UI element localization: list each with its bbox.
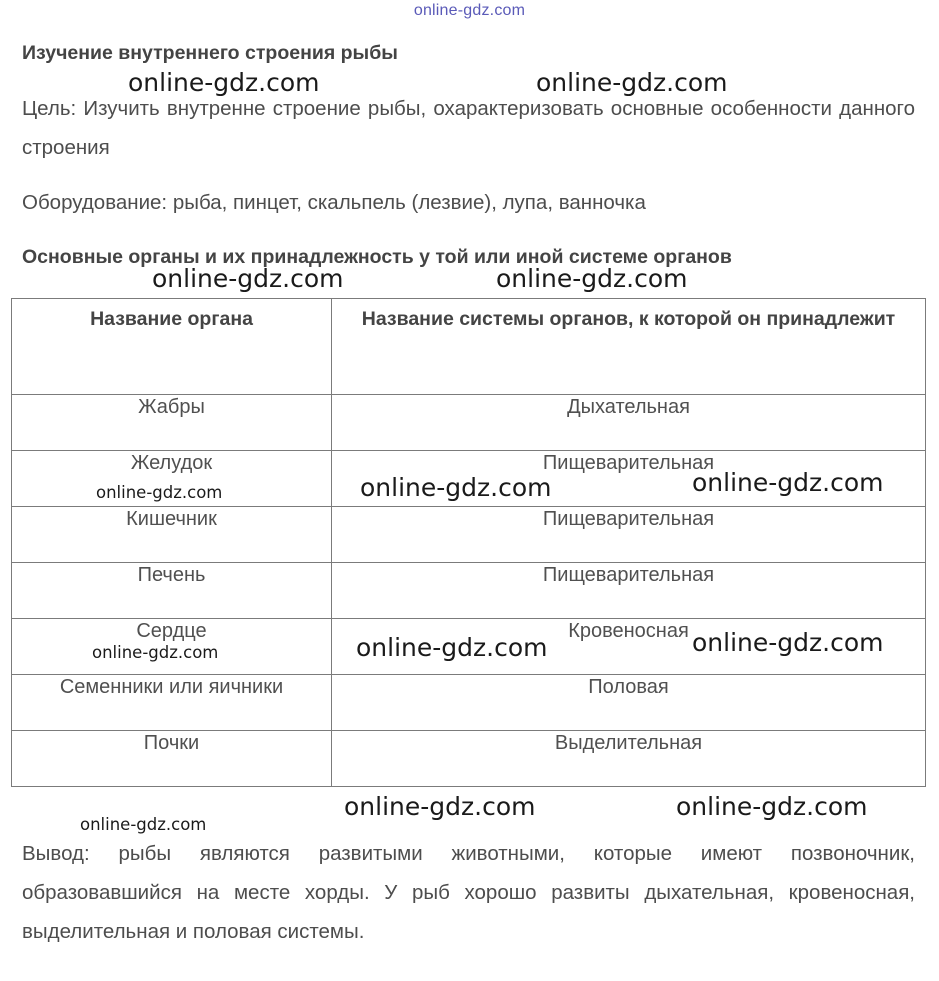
organ-cell: Семенники или яичники <box>12 675 332 731</box>
system-cell: Кровеносная <box>332 619 926 675</box>
organ-cell: Печень <box>12 563 332 619</box>
conclusion-paragraph: Вывод: рыбы являются развитыми животными, которые имеют позвоночник, образовавшийся на месте хорды. У рыб хорошо развиты дыхательная, кровеносная, выделительная и половая системы. <box>22 842 915 943</box>
watermark: online-gdz.com <box>128 68 320 97</box>
watermark: online-gdz.com <box>344 792 536 821</box>
organ-cell: Жабры <box>12 395 332 451</box>
table-row <box>12 395 926 451</box>
watermark: online-gdz.com <box>360 473 552 502</box>
table-row <box>12 675 926 731</box>
table-heading: Основные органы и их принадлежность у той или иной системе органов <box>22 246 732 268</box>
organ-cell: Сердце <box>12 619 332 675</box>
table-row <box>12 731 926 787</box>
equipment-paragraph: Оборудование: рыба, пинцет, скальпель (лезвие), лупа, ванночка <box>22 191 646 214</box>
organs-table <box>11 298 926 787</box>
system-cell: Пищеварительная <box>332 563 926 619</box>
system-cell: Пищеварительная <box>332 507 926 563</box>
column-header-organ: Название органа <box>12 299 332 395</box>
system-cell: Половая <box>332 675 926 731</box>
table-row <box>12 563 926 619</box>
watermark: online-gdz.com <box>80 815 207 834</box>
organ-cell: Желудок <box>12 451 332 507</box>
page-title: Изучение внутреннего строения рыбы <box>22 42 398 64</box>
watermark: online-gdz.com <box>692 628 884 657</box>
watermark: online-gdz.com <box>92 643 219 662</box>
watermark: online-gdz.com <box>356 633 548 662</box>
watermark: online-gdz.com <box>676 792 868 821</box>
organ-cell: Кишечник <box>12 507 332 563</box>
system-cell: Дыхательная <box>332 395 926 451</box>
watermark: online-gdz.com <box>536 68 728 97</box>
watermark: online-gdz.com <box>496 264 688 293</box>
top-watermark: online-gdz.com <box>413 2 526 19</box>
watermark: online-gdz.com <box>692 468 884 497</box>
column-header-system: Название системы органов, к которой он принадлежит <box>332 299 926 395</box>
organ-cell: Почки <box>12 731 332 787</box>
goal-paragraph: Цель: Изучить внутренне строение рыбы, охарактеризовать основные особенности данного строения <box>22 97 915 159</box>
watermark: online-gdz.com <box>152 264 344 293</box>
table-row <box>12 507 926 563</box>
system-cell: Выделительная <box>332 731 926 787</box>
watermark: online-gdz.com <box>96 483 223 502</box>
table-header-row <box>12 299 926 395</box>
system-cell: Пищеварительная <box>332 451 926 507</box>
